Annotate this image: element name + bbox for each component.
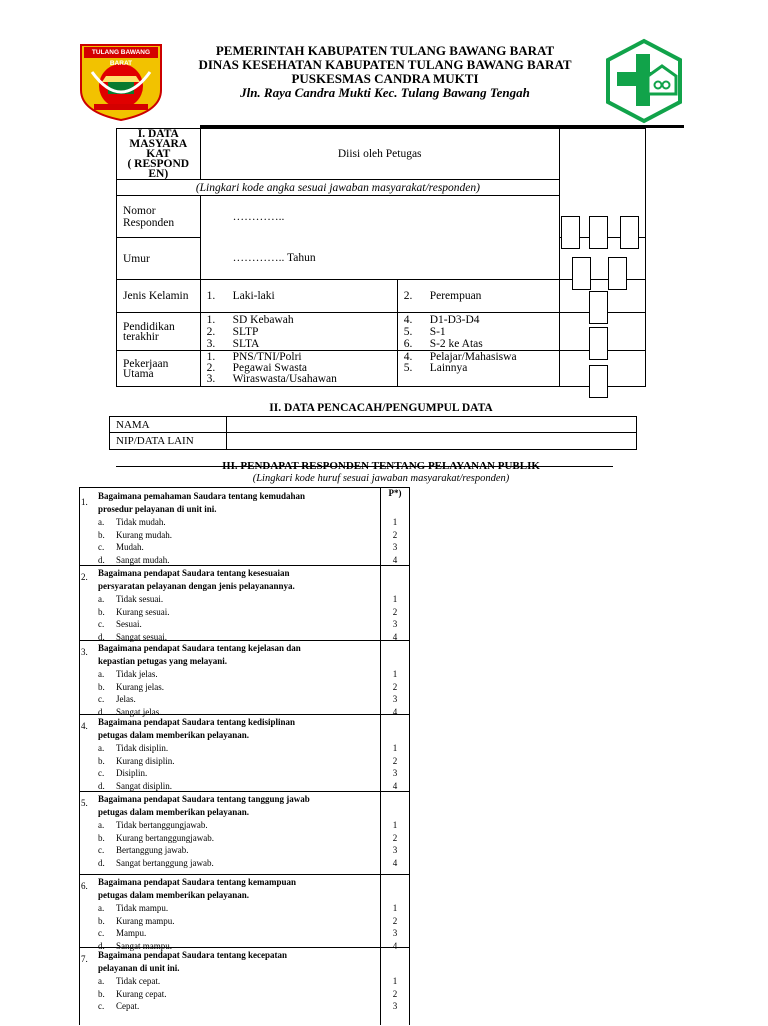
- score-value[interactable]: 1: [392, 820, 398, 830]
- question-number: 3.: [81, 647, 88, 657]
- logo-text: TULANG BAWANG BARAT: [91, 49, 151, 67]
- answer-options: [98, 975, 378, 1013]
- score-column: [381, 902, 409, 952]
- score-value[interactable]: 2: [392, 988, 398, 999]
- umur-value[interactable]: ………….. Tahun: [200, 238, 559, 280]
- question-text: Bagaimana pendapat Saudara tentang kejelasan dan kepastian petugas yang melayani.: [98, 643, 301, 666]
- pek-label: Pekerjaan Utama: [117, 351, 201, 387]
- answer-option[interactable]: d. Sangat mampu.: [98, 940, 172, 951]
- score-value[interactable]: 2: [392, 529, 398, 540]
- jk-option-1[interactable]: 1. Laki-laki: [200, 280, 397, 313]
- answer-option[interactable]: b. Kurang bertanggungjawab.: [98, 832, 214, 843]
- score-value[interactable]: 3: [392, 619, 398, 630]
- puskesmas-logo: [604, 38, 684, 124]
- answer-option[interactable]: c. Jelas.: [98, 694, 136, 705]
- answer-options: [98, 593, 378, 643]
- answer-options: [98, 516, 378, 566]
- code-box[interactable]: [589, 365, 608, 398]
- header-line-1: PEMERINTAH KABUPATEN TULANG BAWANG BARAT: [215, 43, 555, 58]
- jk-option-2[interactable]: 2. Perempuan: [397, 280, 559, 313]
- pend-label: Pendidikan terakhir: [117, 313, 201, 351]
- score-column: [381, 742, 409, 792]
- answer-option[interactable]: a. Tidak disiplin.: [98, 743, 169, 753]
- score-column: [381, 668, 409, 718]
- question-number: 6.: [81, 881, 88, 891]
- header-line-4: Jln. Raya Candra Mukti Kec. Tulang Bawang Tengah: [240, 85, 530, 100]
- answer-option[interactable]: d. Sangat sesuai.: [98, 631, 167, 642]
- score-value[interactable]: 3: [392, 845, 398, 856]
- answer-options: [98, 668, 378, 718]
- question-text: Bagaimana pendapat Saudara tentang kesesuaian persyaratan pelayanan dengan jenis pelayanannya.: [98, 568, 295, 591]
- answer-option[interactable]: b. Kurang mampu.: [98, 915, 175, 926]
- answer-option[interactable]: d. Sangat mudah.: [98, 554, 170, 565]
- header-line-2: DINAS KESEHATAN KABUPATEN TULANG BAWANG BARAT: [198, 57, 572, 72]
- question-number: 4.: [81, 721, 88, 731]
- answer-option[interactable]: d. Sangat bertanggung jawab.: [98, 857, 214, 868]
- answer-options: [98, 902, 378, 952]
- score-value[interactable]: 1: [392, 976, 398, 986]
- question-block: [80, 947, 409, 1026]
- answer-option[interactable]: b. Kurang disiplin.: [98, 755, 175, 766]
- score-value[interactable]: 1: [392, 743, 398, 753]
- answer-option[interactable]: c. Mudah.: [98, 542, 144, 553]
- score-value[interactable]: 4: [392, 554, 398, 565]
- answer-options: [98, 819, 378, 869]
- score-value[interactable]: 4: [392, 780, 398, 791]
- score-value[interactable]: 3: [392, 768, 398, 779]
- collector-name-field[interactable]: [227, 417, 637, 433]
- answer-option[interactable]: c. Mampu.: [98, 928, 147, 939]
- score-value[interactable]: 4: [392, 631, 398, 642]
- score-column: [381, 975, 409, 1013]
- question-block: [80, 565, 409, 641]
- pend-options-right[interactable]: 4. D1-D3-D4 5. S-1 6. S-2 ke Atas: [397, 313, 559, 351]
- question-text: Bagaimana pendapat Saudara tentang kemampuan petugas dalam memberikan pelayanan.: [98, 877, 297, 900]
- section1-title: I. DATA MASYARA KAT ( RESPOND EN): [117, 129, 201, 180]
- answer-option[interactable]: a. Tidak sesuai.: [98, 594, 164, 604]
- pend-options-left[interactable]: 1. SD Kebawah 2. SLTP 3. SLTA: [200, 313, 397, 351]
- question-block: [80, 714, 409, 792]
- umur-label: Umur: [117, 238, 201, 280]
- code-box[interactable]: [561, 216, 580, 249]
- question-number: 2.: [81, 572, 88, 582]
- collector-table: [109, 416, 637, 450]
- score-value[interactable]: 4: [392, 857, 398, 868]
- collector-nip-field[interactable]: [227, 433, 637, 450]
- section3-title: III. PENDAPAT RESPONDEN TENTANG PELAYANAN PUBLIK: [222, 460, 540, 472]
- score-value[interactable]: 2: [392, 755, 398, 766]
- answer-option[interactable]: c. Cepat.: [98, 1001, 140, 1012]
- code-box[interactable]: [608, 257, 627, 290]
- score-value[interactable]: 2: [392, 606, 398, 617]
- collector-nip-label: NIP/DATA LAIN: [110, 433, 227, 450]
- code-box[interactable]: [589, 327, 608, 360]
- header-line-3: PUSKESMAS CANDRA MUKTI: [291, 71, 479, 86]
- score-value[interactable]: 1: [392, 903, 398, 913]
- code-box[interactable]: [620, 216, 639, 249]
- question-block: [80, 640, 409, 715]
- filled-by-officer: Diisi oleh Petugas: [200, 129, 559, 180]
- section3-instruction: (Lingkari kode huruf sesuai jawaban masyarakat/responden): [252, 473, 510, 484]
- score-value[interactable]: 2: [392, 832, 398, 843]
- answer-option[interactable]: c. Sesuai.: [98, 619, 142, 630]
- score-value[interactable]: 3: [392, 928, 398, 939]
- jk-label: Jenis Kelamin: [117, 280, 201, 313]
- question-block: [80, 874, 409, 951]
- p-header: P*): [388, 488, 402, 498]
- answer-option[interactable]: b. Kurang sesuai.: [98, 606, 170, 617]
- answer-option[interactable]: b. Kurang jelas.: [98, 681, 164, 692]
- answer-option[interactable]: c. Disiplin.: [98, 768, 148, 779]
- score-value[interactable]: 3: [392, 1001, 398, 1012]
- question-number: 7.: [81, 954, 88, 964]
- score-value[interactable]: 2: [392, 915, 398, 926]
- score-column: [381, 593, 409, 643]
- answer-option[interactable]: a. Tidak bertanggungjawab.: [98, 820, 208, 830]
- answer-option[interactable]: a. Tidak cepat.: [98, 976, 161, 986]
- score-value[interactable]: 1: [392, 517, 398, 527]
- questions-table: [79, 487, 410, 1025]
- question-block: [80, 488, 409, 565]
- question-block: [80, 791, 409, 875]
- score-value[interactable]: 3: [392, 694, 398, 705]
- section1-instruction: (Lingkari kode angka sesuai jawaban masyarakat/responden): [117, 180, 560, 196]
- collector-name-label: NAMA: [110, 417, 227, 433]
- pek-options-left[interactable]: 1. PNS/TNI/Polri 2. Pegawai Swasta 3. Wiraswasta/Usahawan: [200, 351, 397, 387]
- score-value[interactable]: 3: [392, 542, 398, 553]
- answer-option[interactable]: c. Bertanggung jawab.: [98, 845, 189, 856]
- question-text: Bagaimana pemahaman Saudara tentang kemudahan prosedur pelayanan di unit ini.: [98, 491, 306, 514]
- score-value[interactable]: 1: [392, 594, 398, 604]
- score-value[interactable]: 1: [392, 669, 398, 679]
- pek-options-right[interactable]: 4. Pelajar/Mahasiswa 5. Lainnya: [397, 351, 559, 387]
- score-column: [381, 819, 409, 869]
- score-value[interactable]: 4: [392, 940, 398, 951]
- code-box[interactable]: [572, 257, 591, 290]
- section2-title: II. DATA PENCACAH/PENGUMPUL DATA: [269, 402, 493, 414]
- answer-option[interactable]: d. Sangat disiplin.: [98, 780, 172, 791]
- nomor-label: Nomor Responden: [117, 196, 201, 238]
- question-number: 5.: [81, 798, 88, 808]
- score-column: [381, 516, 409, 566]
- nomor-value[interactable]: …………..: [200, 196, 559, 238]
- score-value[interactable]: 2: [392, 681, 398, 692]
- respondent-table: [116, 128, 646, 387]
- question-text: Bagaimana pendapat Saudara tentang tanggung jawab petugas dalam memberikan pelayanan.: [98, 794, 310, 817]
- answer-options: [98, 742, 378, 792]
- code-box[interactable]: [589, 216, 608, 249]
- answer-option[interactable]: b. Kurang cepat.: [98, 988, 167, 999]
- question-text: Bagaimana pendapat Saudara tentang kecepatan pelayanan di unit ini.: [98, 950, 288, 973]
- question-number: 1.: [81, 497, 88, 507]
- answer-option[interactable]: a. Tidak mampu.: [98, 903, 169, 913]
- code-box[interactable]: [589, 291, 608, 324]
- question-text: Bagaimana pendapat Saudara tentang kedisiplinan petugas dalam memberikan pelayanan.: [98, 717, 296, 740]
- answer-option[interactable]: b. Kurang mudah.: [98, 529, 172, 540]
- answer-option[interactable]: a. Tidak jelas.: [98, 669, 158, 679]
- answer-option[interactable]: a. Tidak mudah.: [98, 517, 166, 527]
- answer-option[interactable]: d. Sangat jelas.: [98, 706, 162, 717]
- score-value[interactable]: 4: [392, 706, 398, 717]
